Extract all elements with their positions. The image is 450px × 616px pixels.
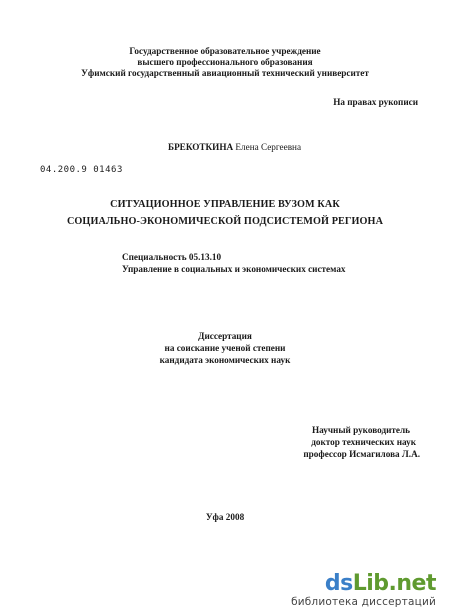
- dslib-watermark: [291, 572, 436, 608]
- manuscript-rights: На правах рукописи: [333, 97, 418, 107]
- watermark-logo: [291, 572, 436, 596]
- supervisor-name: профессор Исмагилова Л.А.: [303, 449, 420, 459]
- watermark-caption: библиотека диссертаций: [291, 596, 436, 608]
- supervisor-degree: доктор технических наук: [311, 437, 416, 447]
- institution-line-1: Государственное образовательное учреждение: [129, 46, 321, 56]
- title-line-1: СИТУАЦИОННОЕ УПРАВЛЕНИЕ ВУЗОМ КАК: [110, 199, 340, 210]
- specialty-name: Управление в социальных и экономических системах: [122, 264, 346, 274]
- institution-line-3: Уфимский государственный авиационный технический университет: [81, 68, 369, 78]
- dissertation-degree-line-1: на соискание ученой степени: [164, 343, 286, 353]
- watermark-logo-ds: ds: [324, 571, 353, 596]
- dissertation-label: Диссертация: [198, 331, 252, 341]
- inventory-number: 04.200.9 01463: [40, 165, 123, 175]
- city-year: Уфа 2008: [205, 512, 245, 522]
- author-surname: БРЕКОТКИНА: [168, 142, 234, 152]
- dissertation-degree-line-2: кандидата экономических наук: [159, 355, 291, 365]
- watermark-logo-lib: Lib: [352, 571, 389, 596]
- title-line-2: СОЦИАЛЬНО-ЭКОНОМИЧЕСКОЙ ПОДСИСТЕМОЙ РЕГИОНА: [66, 216, 384, 227]
- institution-line-2: высшего профессионального образования: [137, 57, 313, 67]
- supervisor-title: Научный руководитель: [312, 425, 410, 435]
- author-name: [168, 142, 301, 153]
- watermark-logo-net: .net: [388, 571, 436, 596]
- specialty-code: Специальность 05.13.10: [122, 252, 222, 262]
- author-given-names: Елена Сергеевна: [235, 142, 302, 152]
